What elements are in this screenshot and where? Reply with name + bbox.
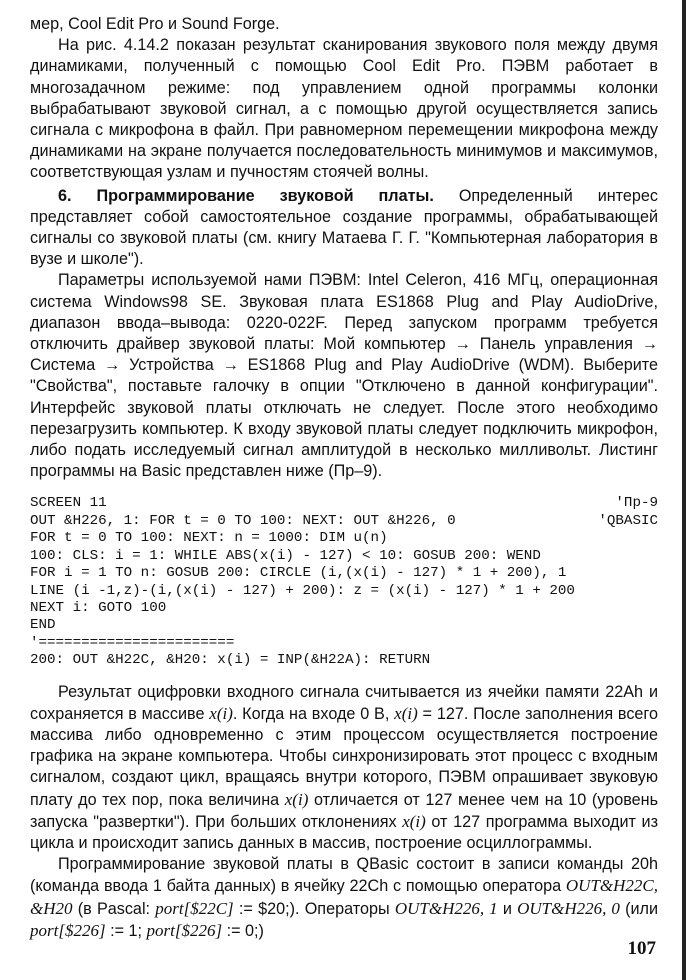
code-line <box>30 600 658 617</box>
page-number: 107 <box>627 938 656 959</box>
code-comment: 'QBASIC <box>598 512 658 529</box>
paragraph-5-part-c: = 127. После заполнения всего массива либо одновременно с этим процессом осуществляется построение графика на экране компьютера. Чтобы синхронизировать этот процесс с входным сигналом, создают цикл, вращаясь внутри которого, ПЭВМ опрашивает звуковую плату до тех пор, пока величина <box>30 704 658 809</box>
section-title: 6. Программирование звуковой платы. <box>58 186 434 205</box>
code-text: FOR i = 1 TO n: GOSUB 200: CIRCLE (i,(x(i) - 127) * 1 + 200), 1 <box>30 565 567 582</box>
math-operator-out-22c: OUT&H22C, &H20 <box>30 876 658 918</box>
code-line <box>30 635 658 652</box>
paragraph-6-part-f: := 1; <box>105 921 147 940</box>
paragraph-4: Параметры используемой нами ПЭВМ: Intel Celeron, 416 МГц, операционная система Windows98 SE. Звуковая плата ES1868 Plug and Play AudioDrive, диапазон ввода–вывода: 0220-022F. Перед запуском программ требуется отключить драйвер звуковой платы: Мой компьютер → Панель управления → Система → Устройства → ES1868 Plug and Play AudioDrive (WDM). Выберите "Свойства", поставьте галочку в опции "Отключено в данной конфигурации". Интерфейс звуковой платы отключать не следует. После этого необходимо перезагрузить компьютер. К входу звуковой платы следует подключить микрофон, либо подать исследуемый сигнал амплитудой в несколько милливольт. Листинг программы на Basic представлен ниже (Пр–9). <box>30 271 658 481</box>
paragraph-5-part-e: от 127 программа выходит из цикла и происходит запись данных в массив, построение осциллограммы. <box>30 812 658 852</box>
code-text: SCREEN 11 <box>30 495 107 512</box>
math-x-i: x(i) <box>402 811 426 831</box>
math-x-i: x(i) <box>209 703 233 723</box>
page-body <box>30 14 658 942</box>
paragraph-6-part-g: := 0;) <box>222 921 264 940</box>
paragraph-5 <box>30 682 658 855</box>
code-line <box>30 530 658 547</box>
code-line <box>30 652 658 669</box>
math-port-226: port[$226] <box>30 920 106 940</box>
paragraph-3-text: Определенный интерес представляет собой самостоятельное создание программы, обрабатывающей сигналы со звуковой платы (см. книгу Матаева Г. Г. "Компьютерная лаборатория в вузе и школе"). <box>30 186 659 269</box>
code-line <box>30 565 658 582</box>
paragraph-6-part-a: Программирование звуковой платы в QBasic состоит в записи команды 20h (команда ввода 1 байта данных) в ячейку 22Ch с помощью оператора <box>30 855 658 896</box>
math-port-22c: port[$22C] <box>155 898 234 918</box>
paragraph-6-part-b: (в Pascal: <box>72 899 156 918</box>
math-x-i: x(i) <box>394 703 418 723</box>
code-text: '======================= <box>30 634 235 651</box>
code-comment: 'Пр-9 <box>615 495 658 512</box>
code-line <box>30 548 658 565</box>
code-text: LINE (i -1,z)-(i,(x(i) - 127) + 200): z = (x(i) - 127) * 1 + 200 <box>30 582 575 599</box>
code-text: NEXT i: GOTO 100 <box>30 599 167 616</box>
paragraph-6 <box>30 854 658 942</box>
code-line <box>30 513 658 530</box>
code-line <box>30 617 658 634</box>
code-text: OUT &H226, 1: FOR t = 0 TO 100: NEXT: OUT &H226, 0 <box>30 512 456 529</box>
code-line <box>30 583 658 600</box>
paragraph-2: На рис. 4.14.2 показан результат сканирования звукового поля между двумя динамиками, полученный с помощью Cool Edit Pro. ПЭВМ работает в многозадачном режиме: под управлением одной программы колонки выбрабатывают звуковой сигнал, а с помощью другой осуществляется запись сигнала с микрофона в файл. При равномерном перемещении микрофона между динамиками на экране получается последовательность минимумов и максимумов, соответствующая узлам и пучностям стоячей волны. <box>30 36 658 182</box>
math-operator-out-226-0: OUT&H226, 0 <box>517 898 620 918</box>
paragraph-1: мер, Cool Edit Pro и Sound Forge. <box>30 15 280 33</box>
paragraph-6-part-e: (или <box>619 899 659 918</box>
code-text: FOR t = 0 TO 100: NEXT: n = 1000: DIM u(n) <box>30 530 388 547</box>
math-x-i: x(i) <box>284 789 309 809</box>
math-port-226: port[$226] <box>146 920 223 940</box>
page-edge <box>682 0 686 980</box>
paragraph-5-part-b: . Когда на входе 0 В, <box>232 704 395 723</box>
paragraph-6-part-d: и <box>497 899 518 918</box>
paragraph-5-part-a: Результат оцифровки входного сигнала считывается из ячейки памяти 22Ah и сохраняется в массиве <box>30 682 658 723</box>
paragraph-5-part-d: отличается от 127 менее чем на 10 (уровень запуска "развертки"). При больших отклонениях <box>30 790 658 831</box>
math-operator-out-226-1: OUT&H226, 1 <box>394 898 498 918</box>
code-line <box>30 495 658 512</box>
paragraph-6-part-c: := $20;). Операторы <box>233 899 395 918</box>
code-text: 200: OUT &H22C, &H20: x(i) = INP(&H22A): RETURN <box>30 652 431 669</box>
paragraph-3 <box>30 186 658 271</box>
code-listing <box>30 495 658 669</box>
code-text: END <box>30 617 56 634</box>
code-text: 100: CLS: i = 1: WHILE ABS(x(i) - 127) < 10: GOSUB 200: WEND <box>30 547 541 564</box>
